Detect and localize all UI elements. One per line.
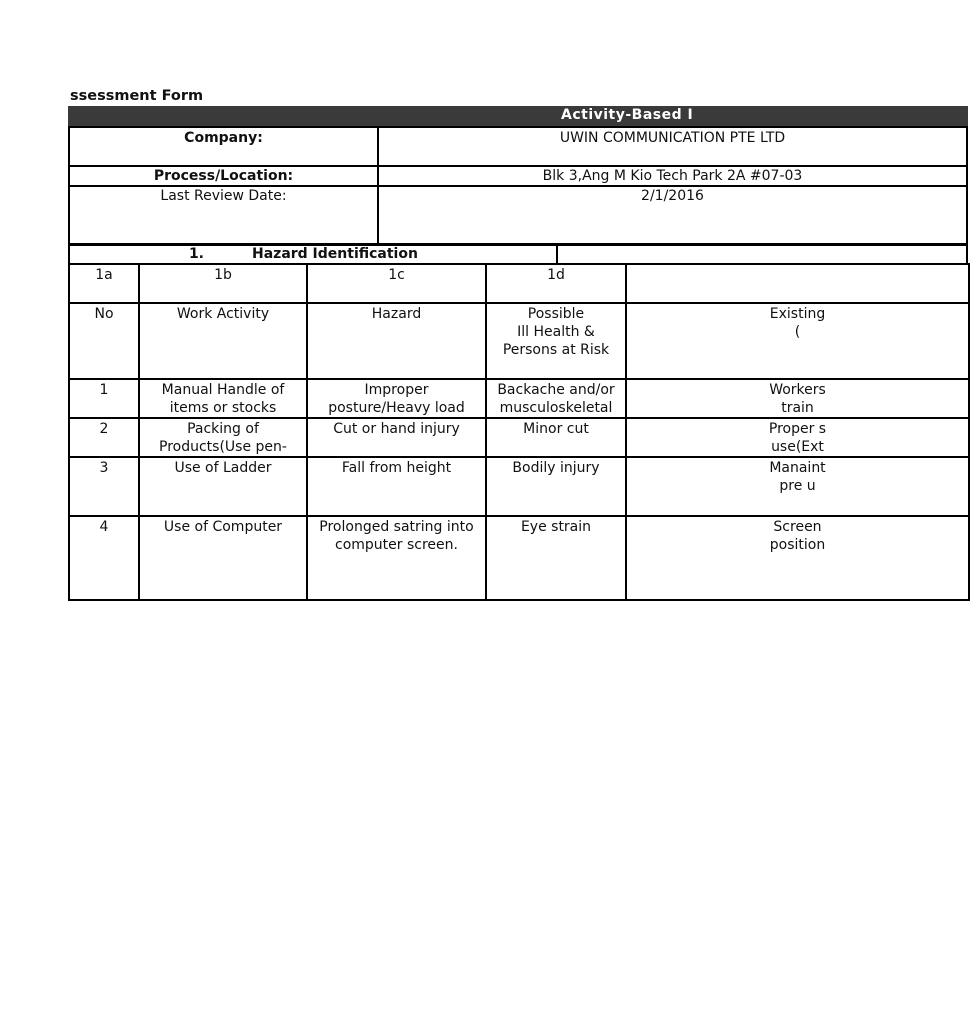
column-code-hazard: 1c [307,264,486,303]
cell-possible-ill-health: Eye strain [486,516,626,600]
cell-possible-ill-health: Minor cut [486,418,626,457]
cell-existing-control: Screen position [626,516,969,600]
cell-hazard: Cut or hand injury [307,418,486,457]
page-title: ssessment Form [70,88,204,104]
column-code-work-activity: 1b [139,264,307,303]
company-value: UWIN COMMUNICATION PTE LTD [378,127,967,166]
spreadsheet-area [68,106,827,606]
cell-no: 2 [69,418,139,457]
cell-no: 4 [69,516,139,600]
column-code-no: 1a [69,264,139,303]
section-header [68,243,968,265]
column-header-row [69,303,969,379]
column-header-hazard: Hazard [307,303,486,379]
cell-hazard: Fall from height [307,457,486,516]
process-label: Process/Location: [69,166,378,186]
table-row [69,418,969,457]
column-code-possible-ill-health: 1d [486,264,626,303]
cell-possible-ill-health: Backache and/or musculoskeletal [486,379,626,418]
review-value: 2/1/2016 [378,186,967,245]
hazard-table [68,263,970,601]
table-row [69,457,969,516]
banner-title: Activity-Based I [561,107,694,123]
column-header-work-activity: Work Activity [139,303,307,379]
company-label: Company: [69,127,378,166]
review-label: Last Review Date: [69,186,378,245]
cell-existing-control: Proper s use(Ext [626,418,969,457]
table-row [69,379,969,418]
banner [68,106,968,126]
section-empty-cell [557,244,967,264]
cell-hazard: Prolonged satring into computer screen. [307,516,486,600]
section-title-cell [69,244,557,264]
review-row [69,186,967,245]
section-number: 1. [188,246,204,262]
cell-existing-control: Workers train [626,379,969,418]
cell-work-activity: Use of Ladder [139,457,307,516]
cell-work-activity: Use of Computer [139,516,307,600]
cell-no: 1 [69,379,139,418]
cell-work-activity: Packing of Products(Use pen- [139,418,307,457]
column-code-row [69,264,969,303]
column-header-possible-ill-health: Possible Ill Health & Persons at Risk [486,303,626,379]
column-code-existing-control [626,264,969,303]
column-header-existing-control: Existing ( [626,303,969,379]
cell-existing-control: Manaint pre u [626,457,969,516]
info-table [68,126,968,246]
cell-no: 3 [69,457,139,516]
table-row [69,516,969,600]
cell-hazard: Improper posture/Heavy load [307,379,486,418]
cell-possible-ill-health: Bodily injury [486,457,626,516]
section-title: Hazard Identification [252,246,418,262]
cell-work-activity: Manual Handle of items or stocks [139,379,307,418]
process-row [69,166,967,186]
process-value: Blk 3,Ang M Kio Tech Park 2A #07-03 [378,166,967,186]
company-row [69,127,967,166]
column-header-no: No [69,303,139,379]
